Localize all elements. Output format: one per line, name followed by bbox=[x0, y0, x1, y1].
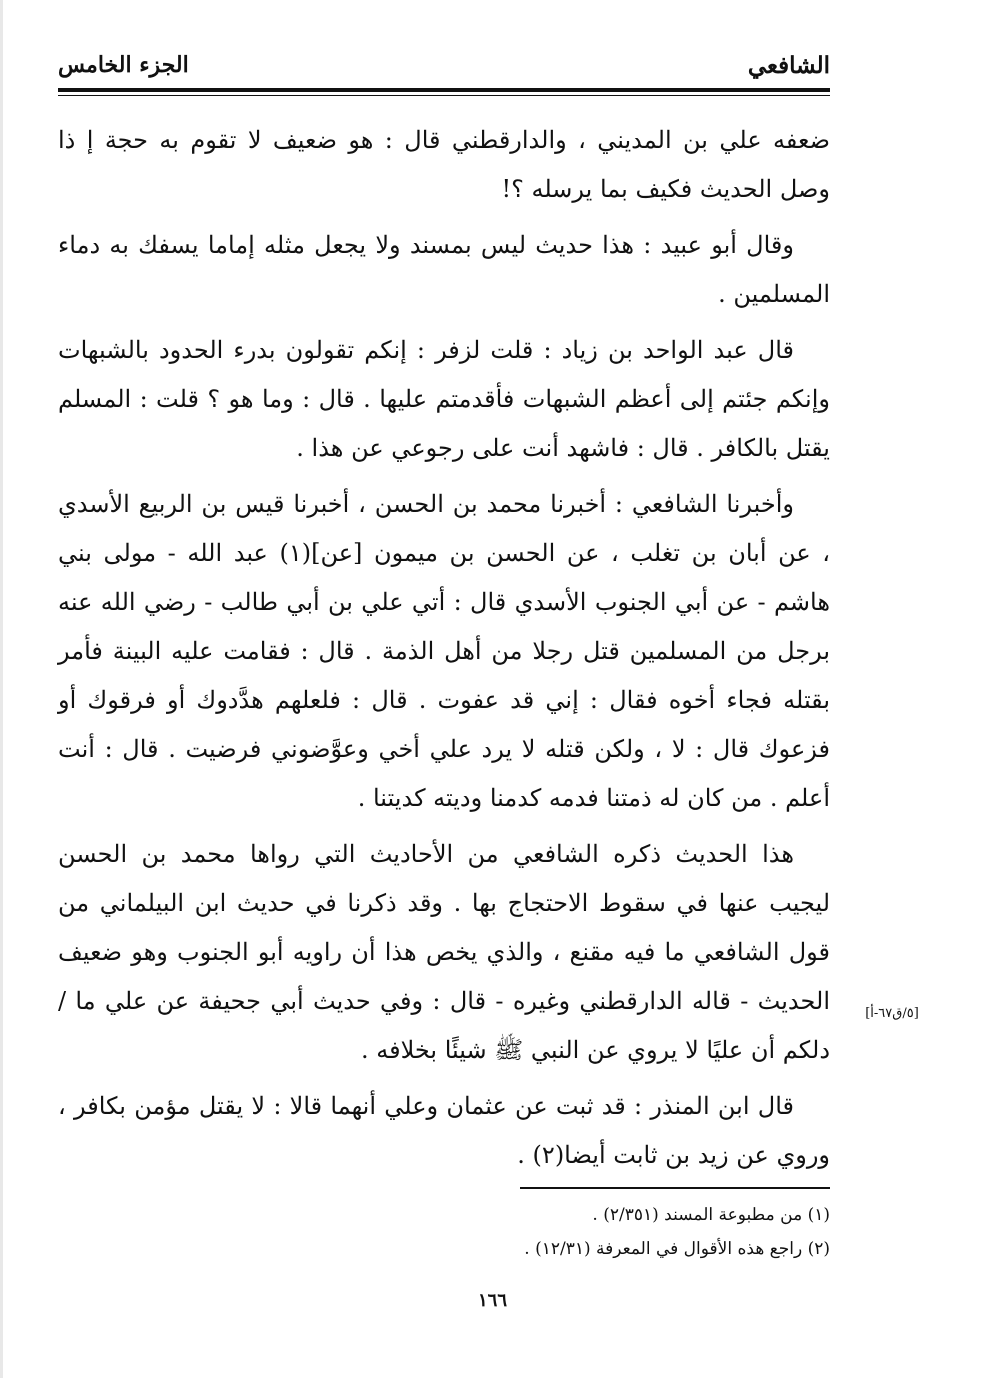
footnotes bbox=[300, 1198, 830, 1266]
header-rule-thick bbox=[58, 88, 830, 92]
footnote-1: (١) من مطبوعة المسند (٢/٣٥١) . bbox=[592, 1205, 830, 1225]
paragraph-3: قال عبد الواحد بن زياد : قلت لزفر : إنكم تقولون بدرء الحدود بالشبهات وإنكم جئتم إلى أعظم الشبهات فأقدمتم عليها . قال : وما هو ؟ قلت : المسلم يقتل بالكافر . قال : فاشهد أنت على رجوعي عن هذا . bbox=[58, 336, 830, 462]
main-text bbox=[58, 116, 830, 1187]
page-number: ١٦٦ bbox=[477, 1290, 507, 1311]
paragraph-1: ضعفه علي بن المديني ، والدارقطني قال : هو ضعيف لا تقوم به حجة إ ذا وصل الحديث فكيف بما يرسله ؟! bbox=[58, 126, 830, 203]
manuscript-folio-note: [٥/ق٦٧-أ] bbox=[865, 1006, 919, 1021]
header-rule-thin bbox=[58, 95, 830, 96]
volume-label: الجزء الخامس bbox=[58, 52, 189, 78]
running-header bbox=[58, 52, 830, 86]
footnote-2: (٢) راجع هذه الأقوال في المعرفة (١٢/٣١) . bbox=[524, 1239, 830, 1259]
book-title: الشافعي bbox=[747, 52, 830, 79]
footnote-separator bbox=[520, 1187, 830, 1189]
paragraph-6: قال ابن المنذر : قد ثبت عن عثمان وعلي أنهما قالا : لا يقتل مؤمن بكافر ، وروي عن زيد بن ثابت أيضا(٢) . bbox=[58, 1092, 830, 1169]
paragraph-5: هذا الحديث ذكره الشافعي من الأحاديث التي رواها محمد بن الحسن ليجيب عنها في سقوط الاحتجاج بها . وقد ذكرنا في حديث ابن البيلماني من قول الشافعي ما فيه مقنع ، والذي يخص هذا أن راويه أبو الجنوب وهو ضعيف الحديث - قاله الدارقطني وغيره - قال : وفي حديث أبي جحيفة عن علي ما / دلكم أن عليًا لا يروي عن النبي ﷺ شيئًا بخلافه . bbox=[58, 840, 831, 1064]
paragraph-2: وقال أبو عبيد : هذا حديث ليس بمسند ولا يجعل مثله إماما يسفك به دماء المسلمين . bbox=[58, 231, 830, 308]
page-edge-shadow bbox=[0, 0, 3, 1378]
paragraph-4: وأخبرنا الشافعي : أخبرنا محمد بن الحسن ، أخبرنا قيس بن الربيع الأسدي ، عن أبان بن تغلب ، عن الحسن بن ميمون [عن](١) عبد الله - مولى بني هاشم - عن أبي الجنوب الأسدي قال : أتي علي بن أبي طالب - رضي الله عنه برجل من المسلمين قتل رجلا من أهل الذمة . قال : فقامت عليه البينة فأمر بقتله فجاء أخوه فقال : إني قد عفوت . قال : فلعلهم هدَّدوك أو فرقوك أو فزعوك قال : لا ، ولكن قتله لا يرد علي أخي وعوَّضوني فرضيت . قال : أنت أعلم . من كان له ذمتنا فدمه كدمنا وديته كديتنا . bbox=[58, 490, 830, 812]
